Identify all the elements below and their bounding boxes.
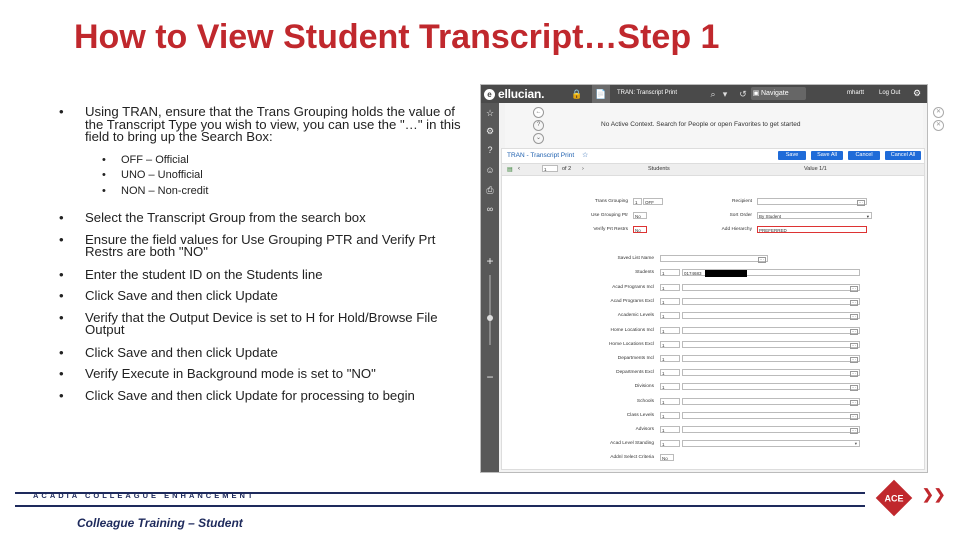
bullet-7: • Click Save and then click Update xyxy=(56,347,466,360)
close-icon[interactable]: ✕ xyxy=(933,120,944,131)
lookup-icon[interactable]: ··· xyxy=(851,314,856,320)
footer-brand-text: ACADIA COLLEAGUE ENHANCEMENT xyxy=(33,491,256,500)
lookup-icon[interactable]: ··· xyxy=(759,257,764,262)
lookup-icon[interactable]: ··· xyxy=(851,328,856,334)
ellucian-logo: e ellucian. xyxy=(484,87,544,101)
lookup-icon[interactable]: ··· xyxy=(851,385,856,391)
zoom-slider-handle[interactable] xyxy=(487,315,493,321)
lookup-icon[interactable]: ··· xyxy=(851,357,856,362)
recipient-label: Recipient xyxy=(732,199,752,204)
use-grouping-ptr-label: Use Grouping Ptr xyxy=(590,213,628,218)
criteria-row-input[interactable] xyxy=(682,412,860,419)
lookup-icon[interactable]: ··· xyxy=(851,371,856,377)
transcript-print-form xyxy=(501,148,925,470)
criteria-row-label: Acad Programs Incl xyxy=(612,285,654,290)
criteria-row-input[interactable] xyxy=(682,369,860,376)
trans-grouping-label: Trans Grouping xyxy=(594,199,628,204)
addnl-select-criteria-label: Addnl Select Criteria xyxy=(610,455,654,461)
print-icon[interactable]: ⎙ xyxy=(486,185,494,195)
app-topbar xyxy=(481,85,927,103)
criteria-row-input[interactable] xyxy=(682,398,860,405)
context-area xyxy=(505,103,942,153)
save-button[interactable]: Save xyxy=(778,151,806,160)
zoom-out-icon[interactable]: − xyxy=(486,370,494,384)
criteria-row-input[interactable] xyxy=(682,341,860,348)
criteria-row-label: Home Locations Incl xyxy=(610,327,654,333)
criteria-row-label: Divisions xyxy=(634,384,654,390)
link-icon[interactable]: ∞ xyxy=(486,204,494,214)
students-label: Students xyxy=(635,270,654,275)
chevron-down-icon: ▾ xyxy=(866,214,869,219)
save-all-button[interactable]: Save All xyxy=(811,151,843,160)
verify-prt-restrs-label: Verify Prt Restrs xyxy=(593,227,628,232)
criteria-row-num[interactable]: 1 xyxy=(660,383,680,390)
slide-title: How to View Student Transcript…Step 1 xyxy=(74,18,720,56)
star-icon[interactable]: ☆ xyxy=(485,108,495,118)
chevron-down-icon[interactable]: ▾ xyxy=(722,89,728,99)
criteria-row-label: Schools xyxy=(636,398,654,404)
person-icon[interactable]: ☺ xyxy=(485,165,495,175)
footer-credit: Colleague Training – Student xyxy=(77,516,243,530)
criteria-row-num[interactable]: 1 xyxy=(660,355,680,362)
criteria-row-num[interactable]: 1 xyxy=(660,298,680,305)
chevron-right-icon: ❯❯ xyxy=(922,486,946,502)
cancel-all-button[interactable]: Cancel All xyxy=(885,151,921,160)
students-input[interactable]: 0174683 xyxy=(682,269,860,276)
bullet-5: • Click Save and then click Update xyxy=(56,290,466,303)
logout-link[interactable]: Log Out xyxy=(879,90,901,96)
criteria-row-input[interactable] xyxy=(682,355,860,362)
criteria-row-num[interactable]: 1 xyxy=(660,426,680,433)
criteria-row-input[interactable] xyxy=(682,426,860,433)
criteria-row-label: Home Locations Excl xyxy=(608,341,654,347)
lookup-icon[interactable]: ··· xyxy=(851,300,856,306)
ellucian-icon: e xyxy=(484,89,495,100)
form-title: TRAN - Transcript Print xyxy=(507,152,575,159)
subbar-label: Students xyxy=(648,166,670,172)
criteria-row-label: Class Levels xyxy=(626,412,654,418)
sub-bullet-list xyxy=(56,153,466,200)
instruction-list xyxy=(56,106,466,411)
criteria-row-input[interactable] xyxy=(682,440,860,447)
redaction-bar xyxy=(705,270,747,277)
criteria-row-label: Acad Programs Excl xyxy=(610,299,654,305)
lookup-icon[interactable]: ··· xyxy=(851,428,856,433)
record-of-label: of 2 xyxy=(562,166,572,172)
recipient-input[interactable] xyxy=(757,198,867,205)
chevron-down-icon[interactable]: ⌄ xyxy=(533,133,544,144)
lock-icon[interactable]: 🔒 xyxy=(571,89,583,99)
bullet-3: • Ensure the field values for Use Grouping PTR and Verify Prt Restrs are both "NO" xyxy=(56,234,466,259)
bullet-8: • Verify Execute in Background mode is set to "NO" xyxy=(56,368,466,381)
criteria-row-label: Academic Levels xyxy=(617,313,654,319)
history-icon[interactable]: ↺ xyxy=(739,89,747,99)
criteria-row-input[interactable] xyxy=(682,312,860,319)
saved-list-name-input[interactable] xyxy=(660,255,768,262)
sub-bullet-off: • OFF – Official xyxy=(56,153,466,169)
use-grouping-ptr-input[interactable]: No xyxy=(633,212,647,219)
app-screenshot xyxy=(480,84,942,473)
criteria-row-num[interactable]: 1 xyxy=(660,398,680,405)
document-icon[interactable]: 📄 xyxy=(595,89,607,99)
sort-order-label: Sort Order xyxy=(729,213,752,218)
context-message: No Active Context. Search for People or open Favorites to get started xyxy=(601,121,801,128)
next-record-icon[interactable]: › xyxy=(582,166,584,172)
criteria-row-num[interactable]: 1 xyxy=(660,440,680,447)
criteria-row-label: Departments Incl xyxy=(617,356,654,361)
username: mhartt xyxy=(847,90,865,96)
criteria-row-input[interactable] xyxy=(682,298,860,305)
students-num[interactable]: 1 xyxy=(660,269,680,276)
bullet-6: • Verify that the Output Device is set to H for Hold/Browse File Output xyxy=(56,312,466,337)
sub-bullet-non: • NON – Non-credit xyxy=(56,184,466,200)
verify-prt-restrs-input[interactable]: No xyxy=(633,226,647,233)
criteria-row-input[interactable] xyxy=(682,284,860,291)
help-icon[interactable]: ? xyxy=(487,145,493,155)
criteria-row-label: Acad Level Standing xyxy=(609,441,654,447)
app-sidebar xyxy=(481,103,499,472)
bullet-1: • Using TRAN, ensure that the Trans Grouping holds the value of the Transcript Type you wish to view, you can use the "…" in this field to bring up the Search Box: xyxy=(56,106,466,144)
gear-icon[interactable]: ⚙ xyxy=(913,88,922,98)
zoom-slider-track[interactable] xyxy=(489,275,491,345)
chevron-down-icon[interactable]: ▾ xyxy=(854,441,857,447)
lookup-icon[interactable]: ··· xyxy=(851,286,856,291)
addnl-select-criteria-input[interactable]: No xyxy=(660,454,674,461)
add-hierarchy-label: Add Hierarchy xyxy=(721,227,752,232)
navigate-icon: ▣ xyxy=(752,90,760,97)
criteria-row-num[interactable]: 1 xyxy=(660,284,680,291)
back-icon[interactable]: ← xyxy=(533,107,544,118)
trans-grouping-input[interactable]: OFF xyxy=(643,198,663,205)
add-hierarchy-input[interactable]: PREFERRED xyxy=(757,226,867,233)
criteria-row-num[interactable]: 1 xyxy=(660,369,680,376)
lookup-icon[interactable]: ··· xyxy=(851,399,856,405)
bullet-4: • Enter the student ID on the Students line xyxy=(56,269,466,282)
criteria-row-num[interactable]: 1 xyxy=(660,312,680,319)
ace-logo xyxy=(874,478,914,518)
favorite-star-icon[interactable]: ☆ xyxy=(582,152,589,159)
sub-bullet-uno: • UNO – Unofficial xyxy=(56,168,466,184)
criteria-row-num[interactable]: 1 xyxy=(660,341,680,348)
search-icon[interactable]: ⌕ xyxy=(710,89,716,99)
bullet-9: • Click Save and then click Update for processing to begin xyxy=(56,390,466,403)
lookup-icon[interactable]: ··· xyxy=(858,200,863,205)
sort-order-select[interactable]: By Student ▾ xyxy=(757,212,872,219)
criteria-row-input[interactable] xyxy=(682,327,860,334)
cancel-button[interactable]: Cancel xyxy=(848,151,880,160)
record-subbar xyxy=(502,163,924,176)
subbar-value: Value 1/1 xyxy=(804,166,827,172)
form-tab-title[interactable]: TRAN: Transcript Print xyxy=(617,90,678,96)
zoom-in-icon[interactable]: + xyxy=(486,254,494,268)
bullet-2: • Select the Transcript Group from the search box xyxy=(56,212,466,225)
trans-grouping-num[interactable]: 1 xyxy=(633,198,642,205)
record-icon[interactable]: ▤ xyxy=(507,167,513,173)
criteria-row-num[interactable]: 1 xyxy=(660,327,680,334)
criteria-row-label: Advisors xyxy=(635,427,654,432)
close-icon[interactable]: ✕ xyxy=(933,107,944,118)
saved-list-name-label: Saved List Name xyxy=(617,256,654,261)
criteria-row-num[interactable]: 1 xyxy=(660,412,680,419)
lookup-icon[interactable]: ··· xyxy=(851,342,856,348)
prev-record-icon[interactable]: ‹ xyxy=(518,166,520,172)
svg-text:ACE: ACE xyxy=(884,493,904,504)
help-icon[interactable]: ? xyxy=(533,120,544,131)
criteria-row-label: Departments Excl xyxy=(616,370,654,376)
criteria-row-input[interactable] xyxy=(682,383,860,390)
record-number-input[interactable]: 1 xyxy=(542,165,558,172)
lookup-icon[interactable]: ··· xyxy=(851,413,856,419)
navigate-button[interactable]: ▣ Navigate xyxy=(751,87,806,100)
gear-icon[interactable]: ⚙ xyxy=(485,126,495,136)
